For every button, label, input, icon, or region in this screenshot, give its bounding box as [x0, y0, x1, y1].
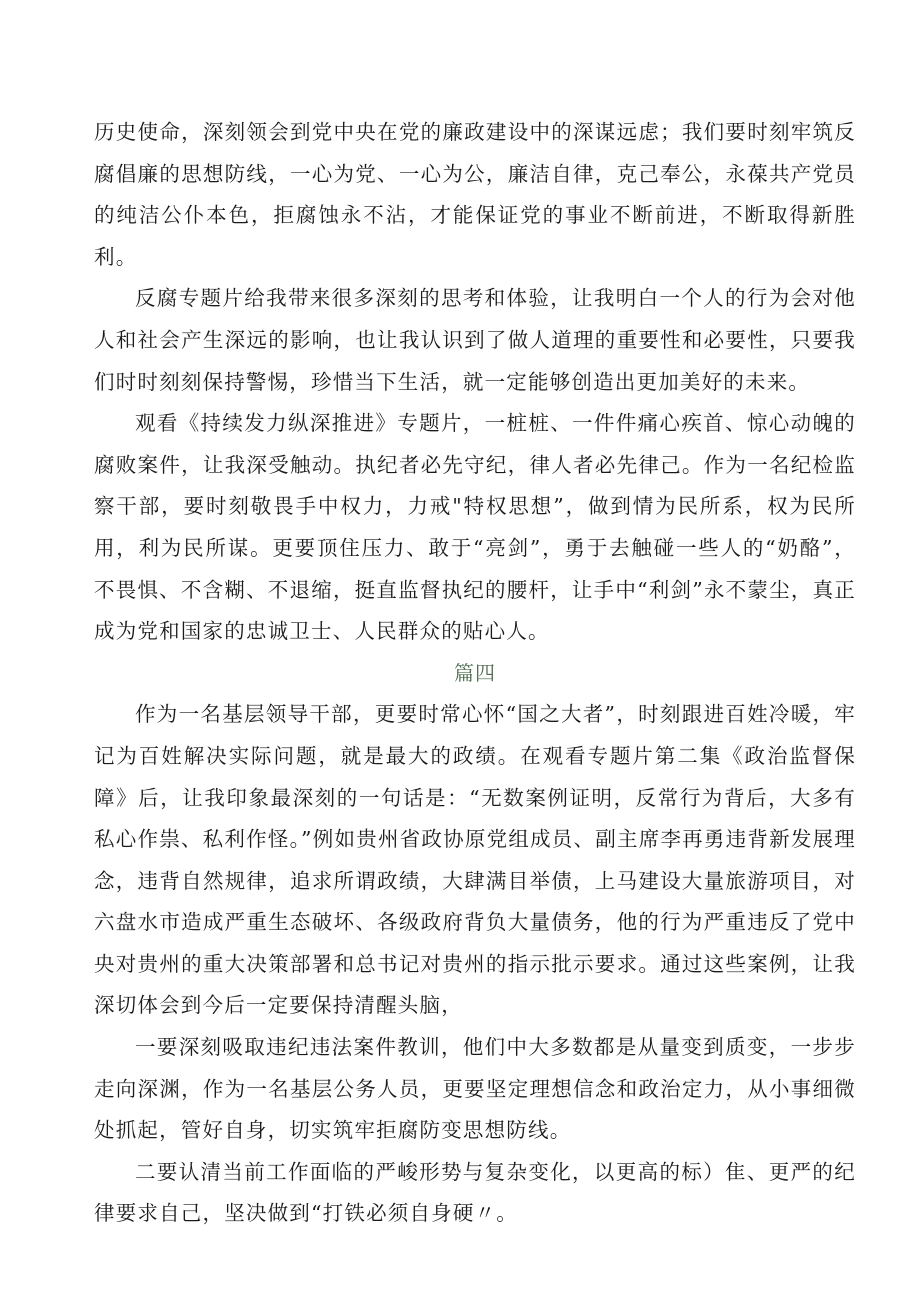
paragraph-continuation: 历史使命，深刻领会到党中央在党的廉政建设中的深谋远虑；我们要时刻牢筑反腐倡廉的思想防线，一心为党、一心为公，廉洁自律，克己奉公，永葆共产党员的纯洁公仆本色，拒腐蚀永不沾，才能保证党的事业不断前进，不断取得新胜利。 — [94, 120, 856, 269]
paragraph-documentary-review: 观看《持续发力纵深推进》专题片，一桩桩、一件件痛心疾首、惊心动魄的腐败案件，让我深受触动。执纪者必先守纪，律人者必先律己。作为一名纪检监察干部，要时刻敬畏手中权力，力戒"特权思想”，做到情为民所系，权为民所用，利为民所谋。更要顶住压力、敢于“亮剑”，勇于去触碰一些人的“奶酪”，不畏惧、不含糊、不退缩，挺直监督执纪的腰杆，让手中“利剑”永不蒙尘，真正成为党和国家的忠诚卫士、人民群众的贴心人。 — [94, 411, 856, 644]
paragraph-reflection: 反腐专题片给我带来很多深刻的思考和体验，让我明白一个人的行为会对他人和社会产生深远的影响，也让我认识到了做人道理的重要性和必要性，只要我们时时刻刻保持警惕，珍惜当下生活，就一定能够创造出更加美好的未来。 — [94, 286, 856, 394]
document-body — [94, 112, 856, 1235]
paragraph-point-two: 二要认清当前工作面临的严峻形势与复杂变化，以更高的标）隹、更严的纪律要求自己，坚决做到“打铁必须自身硬〃。 — [94, 1159, 856, 1226]
paragraph-leader-cadre: 作为一名基层领导干部，更要时常心怀“国之大者”，时刻跟进百姓冷暖，牢记为百姓解决实际问题，就是最大的政绩。在观看专题片第二集《政治监督保障》后，让我印象最深刻的一句话是：“无数案例证明，反常行为背后，大多有私心作祟、私利作怪。”例如贵州省政协原党组成员、副主席李再勇违背新发展理念，违背自然规律，追求所谓政绩，大肆满目举债，上马建设大量旅游项目，对六盘水市造成严重生态破坏、各级政府背负大量债务，他的行为严重违反了党中央对贵州的重大决策部署和总书记对贵州的指示批示要求。通过这些案例，让我深切体会到今后一定要保持清醒头脑， — [94, 702, 856, 1018]
paragraph-point-one: 一要深刻吸取违纪违法案件教训，他们中大多数都是从量变到质变，一步步走向深渊，作为一名基层公务人员，更要坚定理想信念和政治定力，从小事细微处抓起，管好自身，切实筑牢拒腐防变思想防线。 — [94, 1035, 856, 1143]
section-heading: 篇四 — [454, 660, 496, 685]
